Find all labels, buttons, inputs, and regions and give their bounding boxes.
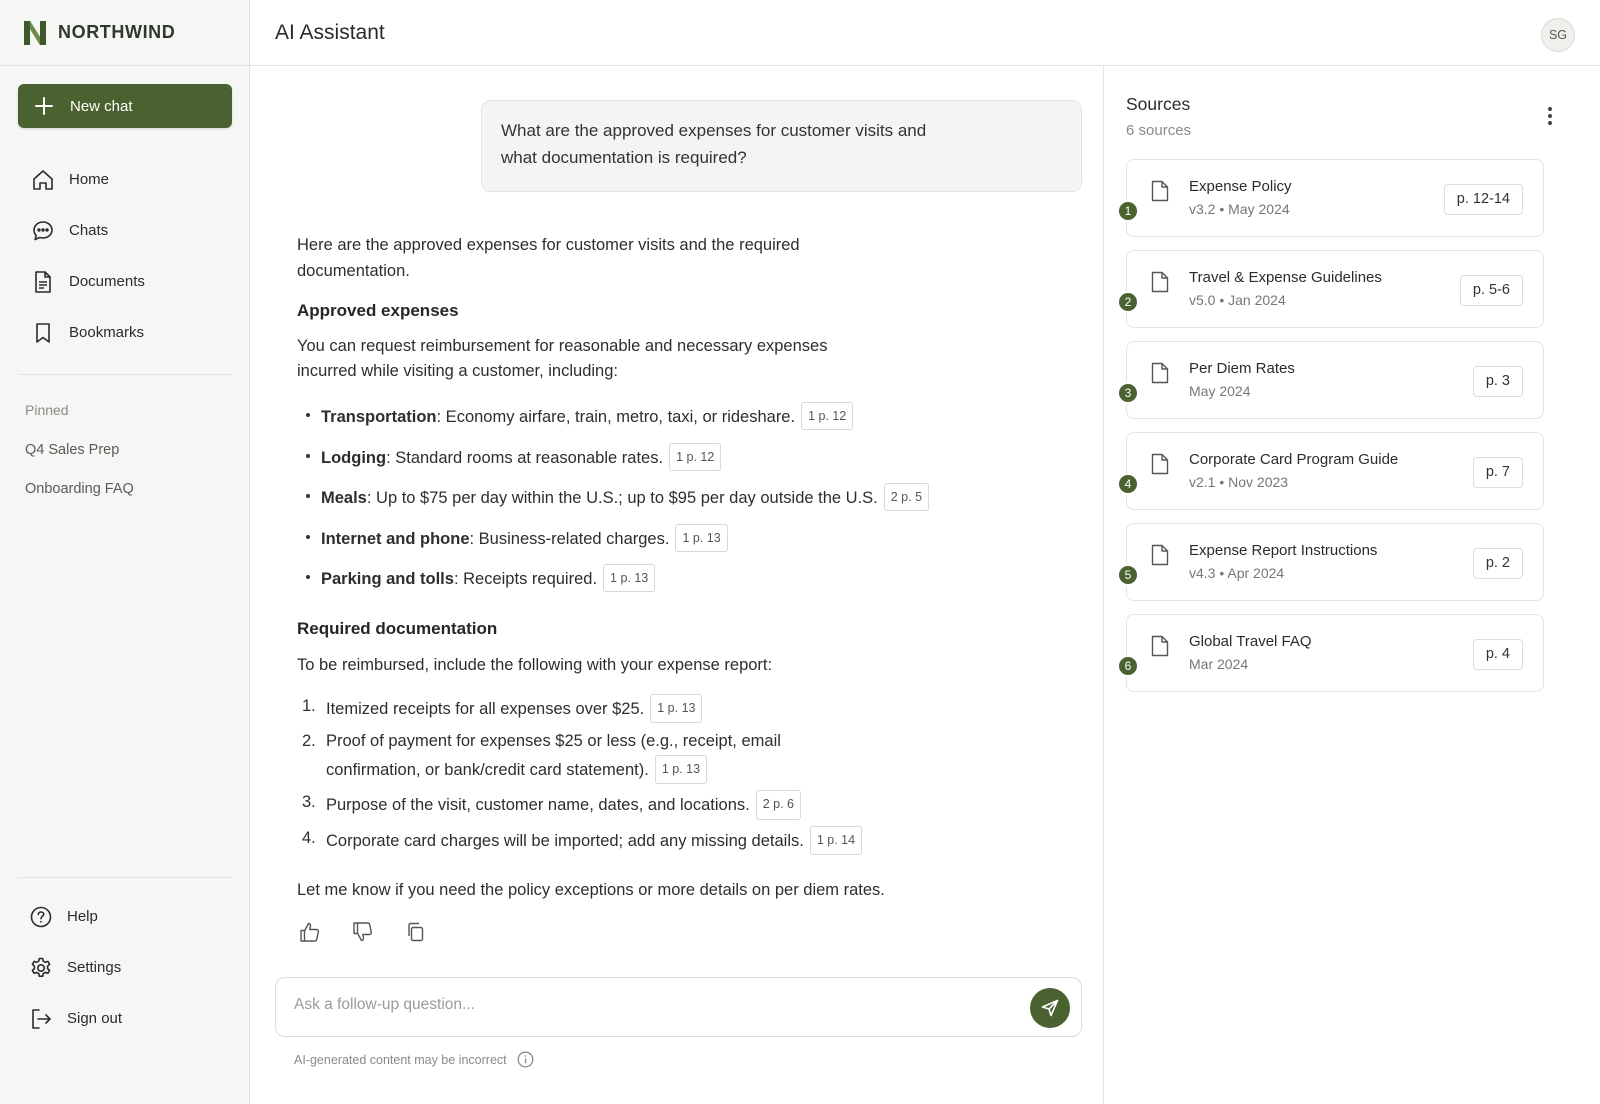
source-meta: May 2024 [1189, 383, 1251, 399]
home-icon [30, 167, 56, 193]
send-icon [1040, 998, 1060, 1018]
item-term: Parking and tolls [321, 570, 454, 589]
source-meta: v3.2 • May 2024 [1189, 201, 1290, 217]
chat-area [250, 66, 1103, 1104]
sources-count: 6 sources [1126, 122, 1192, 139]
source-card[interactable] [1126, 614, 1544, 692]
answer-closing: Let me know if you need the policy exceptions or more details on per diem rates. [297, 881, 885, 900]
source-pages-chip[interactable]: p. 7 [1473, 457, 1523, 488]
source-meta: v2.1 • Nov 2023 [1189, 474, 1289, 490]
list-item [297, 483, 923, 524]
send-button[interactable] [1030, 988, 1070, 1028]
new-chat-button[interactable] [18, 84, 232, 128]
item-text: Proof of payment for expenses $25 or less (e.g., receipt, email confirmation, or bank/credit card statement). [326, 732, 781, 779]
citation-chip[interactable]: 2 p. 6 [756, 790, 801, 820]
source-meta: Mar 2024 [1189, 656, 1249, 672]
answer-intro: Here are the approved expenses for customer visits and the required documentation. [297, 236, 800, 280]
source-name: Expense Policy [1189, 178, 1292, 195]
file-icon [1151, 544, 1169, 566]
item-text: : Standard rooms at reasonable rates. [386, 448, 664, 467]
pinned-item[interactable]: Q4 Sales Prep [25, 442, 120, 458]
citation-chip[interactable]: 1 p. 13 [655, 755, 707, 785]
chat-bubble-icon [30, 218, 56, 244]
citation-chip[interactable]: 1 p. 13 [675, 524, 727, 552]
thumbs-down-icon[interactable] [352, 921, 374, 943]
item-term: Meals [321, 489, 367, 508]
item-text: : Up to $75 per day within the U.S.; up to $95 per day outside the U.S. [366, 489, 878, 508]
list-item [297, 443, 897, 484]
source-pages-chip[interactable]: p. 5-6 [1460, 275, 1523, 306]
approved-expenses-list [297, 402, 923, 605]
citation-chip[interactable]: 1 p. 14 [810, 826, 862, 856]
section-heading: Approved expenses [297, 301, 459, 320]
pinned-label: Pinned [25, 402, 69, 418]
item-number: 1. [302, 696, 316, 715]
source-name: Per Diem Rates [1189, 360, 1295, 377]
source-number-badge: 5 [1117, 564, 1139, 586]
section-heading: Required documentation [297, 618, 498, 638]
message-actions [299, 921, 458, 943]
citation-chip[interactable]: 1 p. 13 [650, 694, 702, 724]
file-icon [1151, 635, 1169, 657]
source-card[interactable] [1126, 250, 1544, 328]
plus-icon [34, 96, 54, 116]
list-item [297, 524, 897, 565]
source-name: Corporate Card Program Guide [1189, 451, 1399, 468]
item-number: 2. [302, 732, 316, 751]
nav-label: Sign out [67, 1010, 123, 1027]
source-pages-chip[interactable]: p. 2 [1473, 548, 1523, 579]
more-options-icon[interactable] [1540, 104, 1560, 128]
brand [0, 0, 249, 66]
brand-name: NORTHWIND [58, 22, 176, 42]
list-item [297, 826, 887, 856]
source-name: Expense Report Instructions [1189, 542, 1378, 559]
nav-label: Home [69, 171, 110, 188]
main-nav [18, 154, 232, 358]
citation-chip[interactable]: 1 p. 13 [603, 564, 655, 592]
nav-label: Bookmarks [69, 324, 145, 341]
item-term: Internet and phone [321, 529, 470, 548]
item-text: Purpose of the visit, customer name, dates, and locations. [326, 796, 750, 815]
list-item [297, 729, 877, 784]
item-number: 4. [302, 828, 316, 847]
help-icon [28, 904, 54, 930]
source-meta: v4.3 • Apr 2024 [1189, 565, 1285, 581]
source-name: Global Travel FAQ [1189, 633, 1312, 650]
user-message-bubble [481, 100, 1082, 192]
source-number-badge: 2 [1117, 291, 1139, 313]
thumbs-up-icon[interactable] [299, 921, 321, 943]
source-card[interactable] [1126, 523, 1544, 601]
copy-icon[interactable] [405, 921, 427, 943]
bookmark-icon [30, 320, 56, 346]
item-term: Lodging [321, 448, 387, 467]
assistant-answer [297, 232, 923, 903]
source-pages-chip[interactable]: p. 4 [1473, 639, 1523, 670]
file-icon [1151, 271, 1169, 293]
northwind-logo-icon [22, 19, 48, 47]
user-message-text: What are the approved expenses for customer visits and what documentation is required? [501, 121, 927, 167]
top-header [250, 0, 1600, 66]
source-meta: v5.0 • Jan 2024 [1189, 292, 1286, 308]
citation-chip[interactable]: 2 p. 5 [884, 483, 929, 511]
file-icon [1151, 180, 1169, 202]
sidebar-divider [18, 877, 232, 878]
source-card[interactable] [1126, 159, 1544, 237]
citation-chip[interactable]: 1 p. 12 [801, 402, 853, 430]
pinned-item[interactable]: Onboarding FAQ [25, 481, 134, 497]
source-pages-chip[interactable]: p. 3 [1473, 366, 1523, 397]
item-number: 3. [302, 793, 316, 812]
citation-chip[interactable]: 1 p. 12 [669, 443, 721, 471]
sign-out-icon [28, 1006, 54, 1032]
info-icon[interactable] [517, 1051, 534, 1068]
source-number-badge: 3 [1117, 382, 1139, 404]
item-text: : Receipts required. [453, 570, 598, 589]
nav-item-bookmarks[interactable] [18, 307, 232, 358]
disclaimer-text: AI-generated content may be incorrect [294, 1052, 507, 1067]
new-chat-label: New chat [70, 97, 133, 115]
sources-panel [1103, 66, 1600, 1104]
item-term: Transportation [321, 408, 437, 426]
nav-item-help[interactable] [18, 891, 232, 942]
source-number-badge: 4 [1117, 473, 1139, 495]
nav-item-chats[interactable] [18, 205, 232, 256]
gear-icon [28, 955, 54, 981]
nav-label: Settings [67, 959, 122, 976]
page-title: AI Assistant [275, 20, 385, 44]
file-icon [1151, 362, 1169, 384]
bottom-nav [18, 891, 232, 1044]
sidebar [0, 0, 250, 1104]
source-name: Travel & Expense Guidelines [1189, 269, 1382, 286]
file-icon [1151, 453, 1169, 475]
source-card[interactable] [1126, 432, 1544, 510]
item-text: Itemized receipts for all expenses over $25. [326, 699, 645, 718]
source-pages-chip[interactable]: p. 12-14 [1444, 184, 1523, 215]
source-card[interactable] [1126, 341, 1544, 419]
sources-title: Sources [1126, 94, 1191, 114]
nav-item-documents[interactable] [18, 256, 232, 307]
nav-label: Chats [69, 222, 109, 239]
list-item [297, 402, 897, 443]
avatar[interactable]: SG [1541, 18, 1575, 52]
nav-label: Help [67, 908, 98, 925]
follow-up-input[interactable] [294, 996, 1014, 1014]
sidebar-divider [18, 374, 232, 375]
required-docs-list [297, 694, 887, 856]
section-text: To be reimbursed, include the following with your expense report: [297, 655, 773, 674]
source-number-badge: 1 [1117, 200, 1139, 222]
nav-label: Documents [69, 273, 145, 290]
nav-item-home[interactable] [18, 154, 232, 205]
list-item [297, 694, 887, 724]
nav-item-sign-out[interactable] [18, 993, 232, 1044]
item-text: Corporate card charges will be imported; add any missing details. [326, 831, 804, 850]
list-item [297, 564, 897, 605]
composer [275, 977, 1082, 1037]
document-icon [30, 269, 56, 295]
source-number-badge: 6 [1117, 655, 1139, 677]
item-text: : Economy airfare, train, metro, taxi, or rideshare. [436, 408, 796, 426]
list-item [297, 790, 887, 820]
section-text: You can request reimbursement for reasonable and necessary expenses incurred while visiting a customer, including: [297, 337, 828, 380]
nav-item-settings[interactable] [18, 942, 232, 993]
ai-disclaimer [294, 1051, 534, 1068]
item-text: : Business-related charges. [469, 529, 670, 548]
